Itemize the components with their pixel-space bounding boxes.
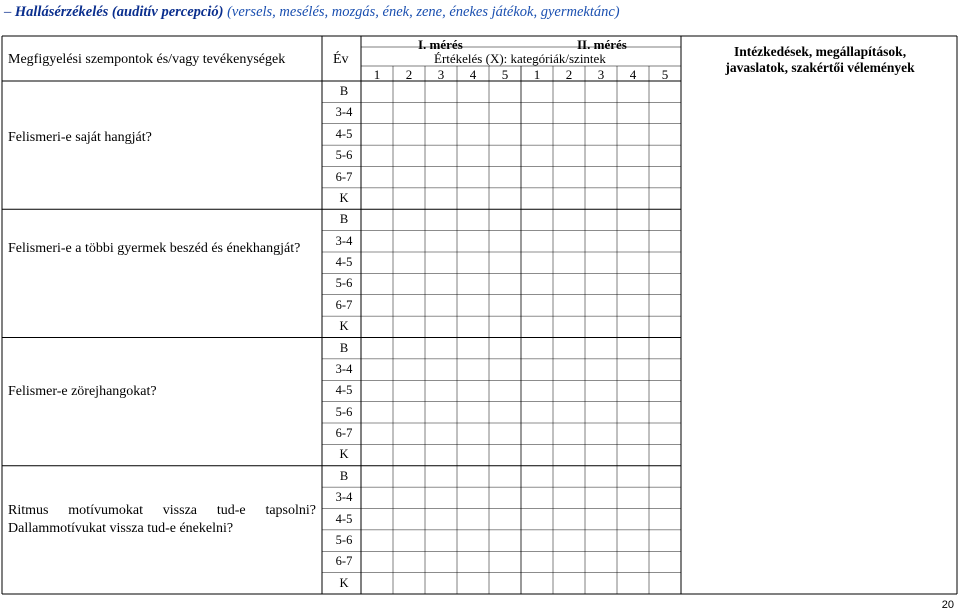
age-category: 3-4 <box>335 490 353 505</box>
age-category: K <box>339 190 349 205</box>
level-number-m2: 5 <box>661 67 669 82</box>
age-category: K <box>339 575 349 590</box>
level-number-m1: 3 <box>437 67 445 82</box>
level-number-m1: 2 <box>405 67 413 82</box>
title-main: Hallásérzékelés (auditív percepció) <box>14 4 224 20</box>
age-category: 4-5 <box>335 383 353 398</box>
age-category: 6-7 <box>335 169 353 184</box>
age-category: 4-5 <box>335 126 353 141</box>
level-number-m2: 1 <box>533 67 541 82</box>
level-number-m2: 2 <box>565 67 573 82</box>
observation-question: Felismeri-e saját hangját? <box>8 130 152 145</box>
age-category: B <box>339 84 349 98</box>
page-number: 20 <box>941 599 954 611</box>
age-category: B <box>339 340 349 355</box>
header-criteria: Megfigyelési szempontok és/vagy tevékenységek <box>8 52 286 67</box>
age-category: 3-4 <box>335 233 353 248</box>
age-category: 4-5 <box>335 511 353 526</box>
header-remarks-line2: javaslatok, szakértői vélemények <box>725 60 915 75</box>
age-category: K <box>339 319 349 334</box>
age-category: 3-4 <box>335 105 353 120</box>
age-category: 3-4 <box>335 361 353 376</box>
level-number-m2: 4 <box>629 67 637 82</box>
age-category: 5-6 <box>335 276 353 291</box>
header-measure-2: II. mérés <box>577 37 627 52</box>
observation-question: Ritmus motívumokat vissza tud-e tapsolni? Dallammotívukat vissza tud-e énekelni? <box>8 503 316 536</box>
level-number-m1: 1 <box>373 67 381 82</box>
age-category: 6-7 <box>335 297 353 312</box>
title-subtitle: (versels, mesélés, mozgás, ének, zene, énekes játékok, gyermektánc) <box>227 4 620 20</box>
observation-question: Felismer-e zörejhangokat? <box>8 384 157 399</box>
age-category: 6-7 <box>335 426 353 440</box>
age-category: 5-6 <box>335 532 353 547</box>
age-category: B <box>339 212 349 227</box>
header-measure-1: I. mérés <box>418 37 463 52</box>
title-dash: – <box>4 4 12 20</box>
level-number-m2: 3 <box>597 67 605 82</box>
level-number-m1: 5 <box>501 67 509 82</box>
age-category: B <box>339 468 349 483</box>
header-evaluation: Értékelés (X): kategóriák/szintek <box>434 51 606 66</box>
observation-question: Felismeri-e a többi gyermek beszéd és énekhangját? <box>8 241 301 256</box>
age-category: 4-5 <box>335 255 353 269</box>
age-category: 5-6 <box>335 148 353 163</box>
header-year: Év <box>333 52 349 67</box>
age-category: K <box>339 447 349 462</box>
level-number-m1: 4 <box>469 67 477 82</box>
age-category: 5-6 <box>335 404 353 419</box>
header-remarks-line1: Intézkedések, megállapítások, <box>733 44 907 59</box>
age-category: 6-7 <box>335 554 353 569</box>
